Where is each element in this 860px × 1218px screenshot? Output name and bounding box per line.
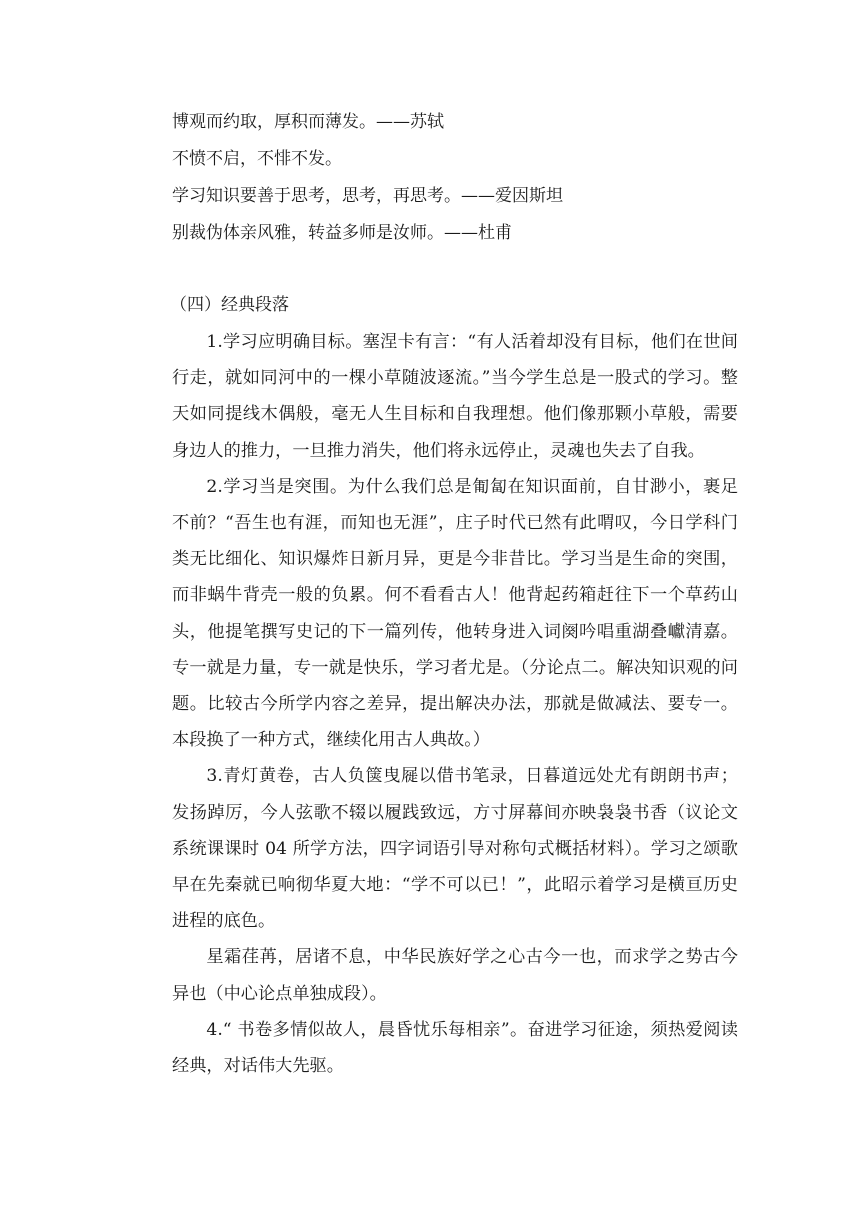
quote-line: 博观而约取，厚积而薄发。——苏轼 — [172, 112, 444, 132]
quote-line: 别裁伪体亲风雅，转益多师是汝师。——杜甫 — [172, 223, 512, 243]
quote-line: 学习知识要善于思考，思考，再思考。——爱因斯坦 — [172, 186, 563, 206]
paragraph-5: 4.“ 书卷多情似故人，晨昏忧乐每相亲”。奋进学习征途，须热爱阅读经典，对话伟大先驱。 — [172, 1019, 738, 1077]
section-body — [172, 324, 738, 1084]
section-heading: （四）经典段落 — [170, 295, 289, 315]
quote-line: 不愤不启，不悱不发。 — [172, 149, 342, 169]
paragraph-4: 星霜荏苒，居诸不息，中华民族好学之心古今一也，而求学之势古今异也（中心论点单独成段）。 — [172, 947, 738, 1004]
paragraph-2: 2.学习当是突围。为什么我们总是匍匐在知识面前，自甘渺小，裹足不前？“吾生也有涯，而知也无涯”，庄子时代已然有此喟叹，今日学科门类无比细化、知识爆炸日新月异，更是今非昔比。学习当是生命的突围，而非蜗牛背壳一般的负累。何不看看古人！他背起药箱赶往下一个草药山头，他提笔撰写史记的下一篇列传，他转身进入词阕吟唱重湖叠巘清嘉。专一就是力量，专一就是快乐，学习者尤是。（分论点二。解决知识观的问题。比较古今所学内容之差异，提出解决办法，那就是做减法、要专一。本段换了一种方式，继续化用古人典故。） — [172, 476, 738, 751]
quote-list — [172, 104, 772, 252]
paragraph-1: 1.学习应明确目标。塞涅卡有言：“有人活着却没有目标，他们在世间行走，就如同河中的一棵小草随波逐流。”当今学生总是一股式的学习。整天如同提线木偶般，毫无人生目标和自我理想。他们像那颗小草般，需要身边人的推力，一旦推力消失，他们将永远停止，灵魂也失去了自我。 — [172, 332, 738, 461]
paragraph-3: 3.青灯黄卷，古人负箧曳屣以借书笔录，日暮道远处尤有朗朗书声；发扬踔厉，今人弦歌不辍以履践致远，方寸屏幕间亦映袅袅书香（议论文系统课课时 04 所学方法，四字词语引导对称句式概括材料）。学习之颂歌早在先秦就已响彻华夏大地：“学不可以已！”，此昭示着学习是横亘历史进程的底色。 — [172, 766, 738, 932]
